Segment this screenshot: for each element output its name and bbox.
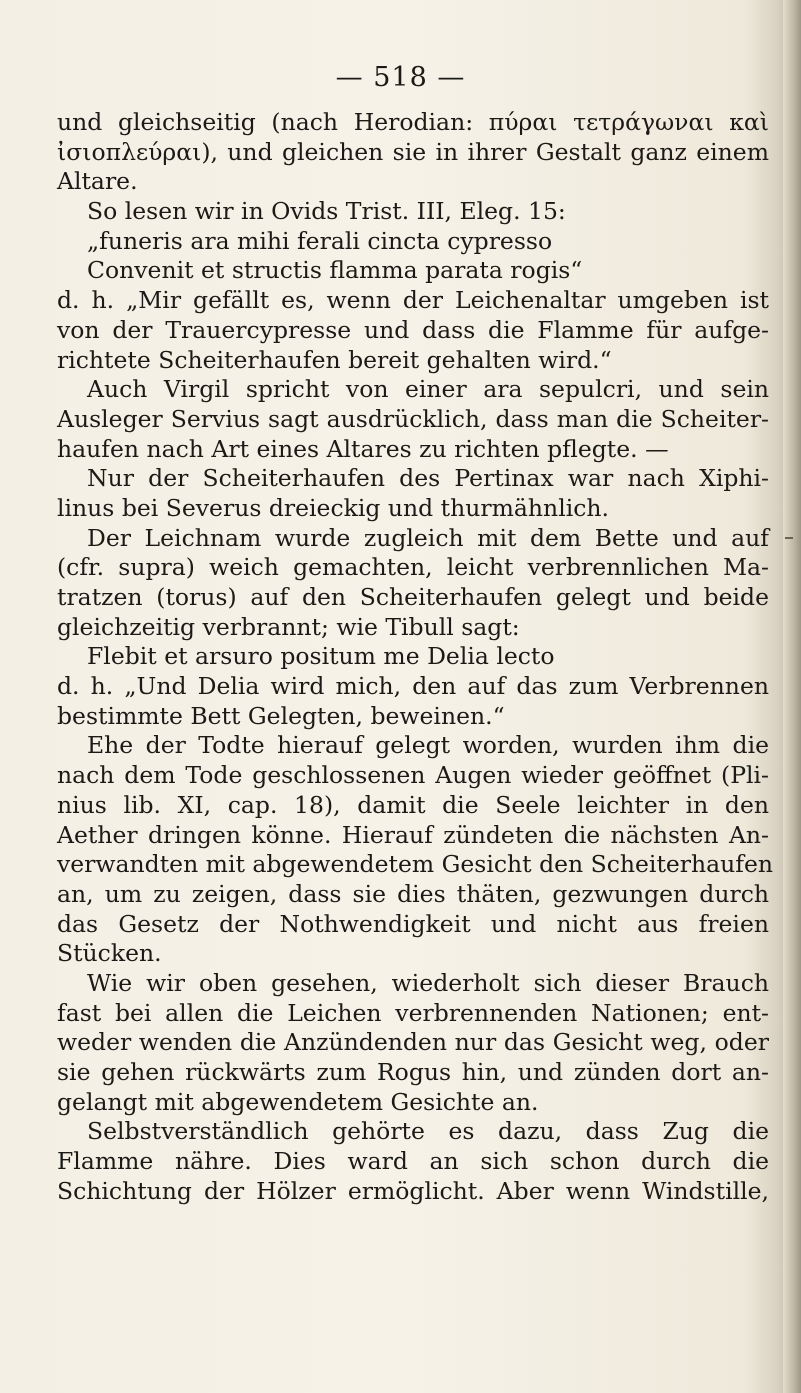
text-line: Aether dringen könne. Hierauf zündeten die nächsten An-: [57, 820, 769, 849]
text-line: Ausleger Servius sagt ausdrücklich, dass man die Scheiter-: [57, 404, 769, 433]
text-line: „funeris ara mihi ferali cincta cypresso: [87, 226, 553, 255]
text-line: linus bei Severus dreieckig und thurmähnlich.: [57, 493, 609, 522]
text-line: Ehe der Todte hierauf gelegt worden, wurden ihm die: [87, 731, 769, 760]
text-line: sie gehen rückwärts zum Rogus hin, und zünden dort an-: [57, 1058, 769, 1086]
page-number: — 518 —: [335, 62, 466, 93]
text-line: verwandten mit abgewendetem Gesicht den Scheiterhaufen: [57, 850, 774, 879]
text-line: d. h. „Und Delia wird mich, den auf das zum Verbrennen: [57, 672, 769, 701]
text-line: Selbstverständlich gehörte es dazu, dass Zug die: [87, 1117, 769, 1146]
text-line: Nur der Scheiterhaufen des Pertinax war nach Xiphi-: [87, 464, 769, 493]
text-line: nius lib. XI, cap. 18), damit die Seele leichter in den: [57, 790, 769, 819]
text-line: Altare.: [57, 167, 138, 196]
text-line: bestimmte Bett Gelegten, beweinen.“: [57, 701, 505, 730]
text-line: Flamme nähre. Dies ward an sich schon durch die: [57, 1147, 769, 1176]
text-line: und gleichseitig (nach Herodian: πύραι τετράγωναι καὶ: [57, 108, 769, 136]
text-line: Wie wir oben gesehen, wiederholt sich dieser Brauch: [87, 968, 769, 997]
text-line: Der Leichnam wurde zugleich mit dem Bette und auf: [87, 523, 769, 552]
text-line: Schichtung der Hölzer ermöglicht. Aber wenn Windstille,: [57, 1176, 769, 1205]
text-line: richtete Scheiterhaufen bereit gehalten wird.“: [57, 345, 612, 374]
text-line: (cfr. supra) weich gemachten, leicht verbrennlichen Ma-: [57, 553, 769, 582]
text-line: haufen nach Art eines Altares zu richten pflegte. —: [57, 434, 669, 463]
text-line: Auch Virgil spricht von einer ara sepulcri, und sein: [87, 375, 769, 404]
text-line: d. h. „Mir gefällt es, wenn der Leichenaltar umgeben ist: [57, 286, 769, 315]
body-text: [57, 108, 774, 1206]
text-line: So lesen wir in Ovids Trist. III, Eleg. 15:: [87, 197, 566, 226]
text-line: Flebit et arsuro positum me Delia lecto: [87, 642, 555, 671]
text-line: nach dem Tode geschlossenen Augen wieder geöffnet (Pli-: [57, 761, 769, 790]
text-line: weder wenden die Anzündenden nur das Gesicht weg, oder: [57, 1028, 769, 1057]
text-line: tratzen (torus) auf den Scheiterhaufen gelegt und beide: [57, 583, 769, 611]
text-line: Convenit et structis flamma parata rogis“: [87, 256, 583, 285]
text-line: von der Trauercypresse und dass die Flamme für aufge-: [57, 315, 769, 344]
text-line: Stücken.: [57, 939, 162, 968]
text-line: an, um zu zeigen, dass sie dies thäten, gezwungen durch: [57, 879, 769, 908]
text-line: ἰσιοπλεύραι), und gleichen sie in ihrer Gestalt ganz einem: [57, 137, 769, 166]
margin-mark: [785, 537, 793, 539]
text-line: gleichzeitig verbrannt; wie Tibull sagt:: [57, 612, 520, 641]
text-line: gelangt mit abgewendetem Gesichte an.: [57, 1087, 539, 1116]
text-line: das Gesetz der Nothwendigkeit und nicht aus freien: [57, 909, 769, 938]
page-edge-shadow: [783, 0, 801, 1393]
text-line: fast bei allen die Leichen verbrennenden Nationen; ent-: [57, 998, 769, 1027]
